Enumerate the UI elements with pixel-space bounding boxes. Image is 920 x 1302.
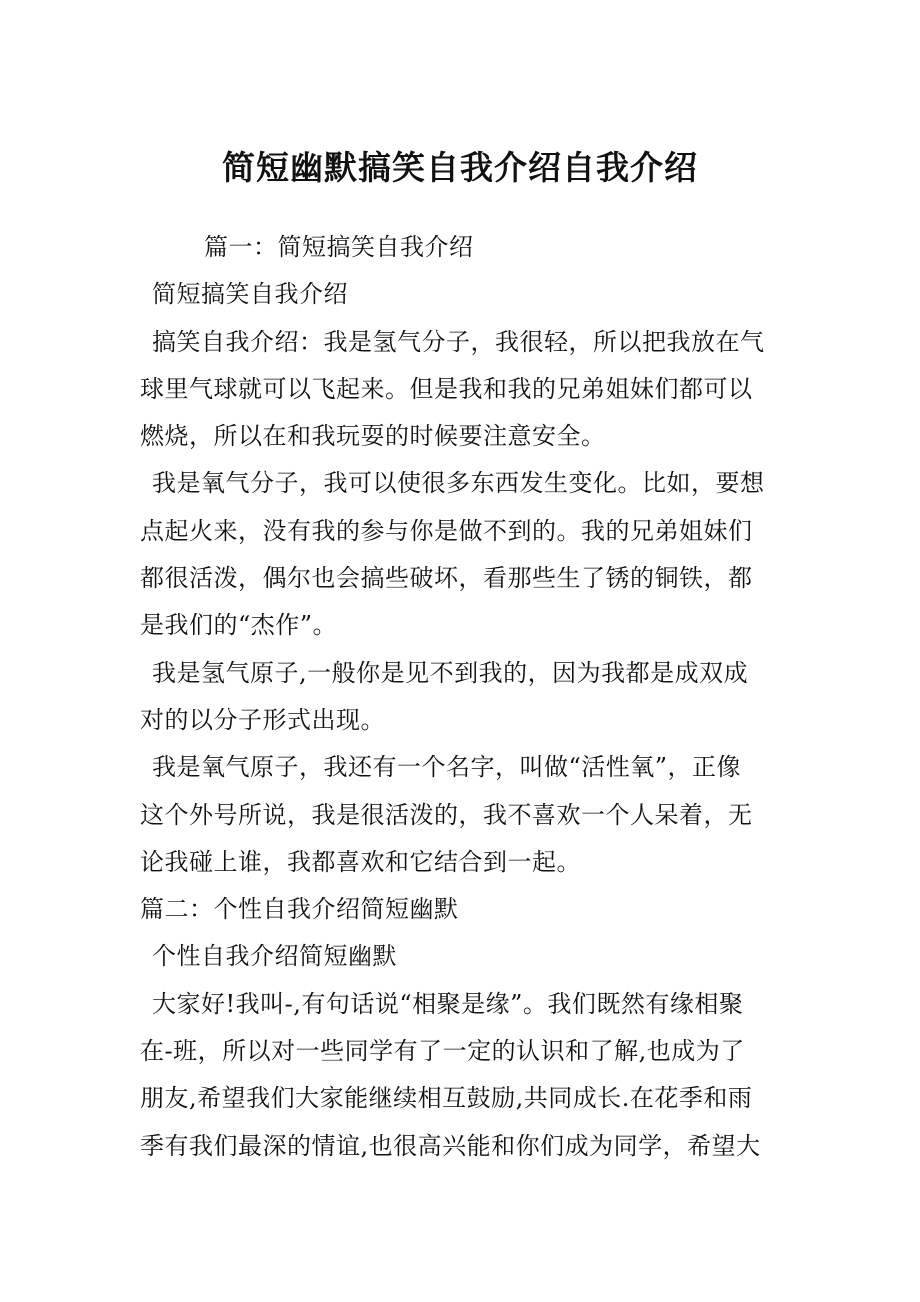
paragraph-line: 是我们的“杰作”。	[140, 611, 338, 640]
paragraph-line: 都很活泼，偶尔也会搞些破坏，看那些生了锈的铜铁，都	[140, 564, 753, 593]
paragraph-line: 我是氢气原子,一般你是见不到我的，因为我都是成双成	[152, 658, 749, 687]
section-heading: 篇一：简短搞笑自我介绍	[204, 233, 474, 261]
paragraph-line: 搞笑自我介绍：我是氢气分子，我很轻，所以把我放在气	[152, 327, 765, 356]
paragraph-line: 论我碰上谁，我都喜欢和它结合到一起。	[140, 847, 581, 876]
paragraph-line: 燃烧，所以在和我玩耍的时候要注意安全。	[140, 422, 606, 451]
paragraph-line: 球里气球就可以飞起来。但是我和我的兄弟姐妹们都可以	[140, 374, 753, 403]
paragraph-line: 点起火来，没有我的参与你是做不到的。我的兄弟姐妹们	[140, 516, 753, 545]
paragraph-line: 大家好!我叫-,有句话说“相聚是缘”。我们既然有缘相聚	[152, 989, 744, 1018]
subheading: 个性自我介绍简短幽默	[152, 942, 397, 971]
paragraph-line: 季有我们最深的情谊,也很高兴能和你们成为同学，希望大	[140, 1131, 761, 1160]
paragraph-line: 这个外号所说，我是很活泼的，我不喜欢一个人呆着，无	[140, 800, 753, 829]
document-title: 简短幽默搞笑自我介绍自我介绍	[222, 148, 698, 187]
paragraph-line: 朋友,希望我们大家能继续相互鼓励,共同成长.在花季和雨	[140, 1084, 753, 1113]
paragraph-line: 我是氧气原子，我还有一个名字，叫做“活性氧”，正像	[152, 753, 742, 782]
paragraph-line: 对的以分子形式出现。	[140, 705, 385, 734]
section-heading: 篇二：个性自我介绍简短幽默	[140, 895, 459, 924]
paragraph-line: 在-班，所以对一些同学有了一定的认识和了解,也成为了	[140, 1037, 745, 1066]
subheading: 简短搞笑自我介绍	[152, 280, 348, 309]
document-body	[140, 224, 780, 1170]
paragraph-line: 我是氧气分子，我可以使很多东西发生变化。比如，要想	[152, 469, 765, 498]
